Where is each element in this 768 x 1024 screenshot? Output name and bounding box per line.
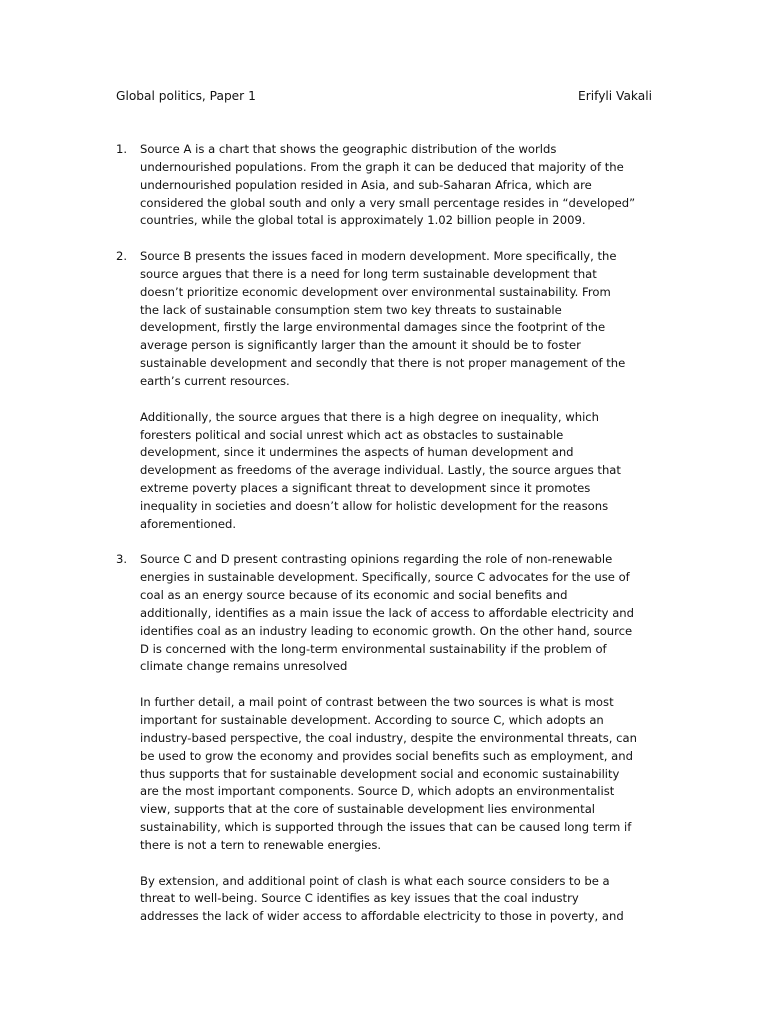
text-line: aforementioned. — [140, 516, 237, 531]
text-line: Source C and D present contrasting opinions regarding the role of non-renewable — [140, 552, 613, 567]
document-body — [116, 141, 668, 944]
text-line: sustainable development and secondly that there is not proper management of the — [140, 356, 626, 371]
text-line: development, firstly the large environmental damages since the footprint of the — [140, 320, 606, 335]
text-line: earth’s current resources. — [140, 373, 290, 388]
text-line: the lack of sustainable consumption stem two key threats to sustainable — [140, 302, 562, 317]
text-line: development as freedoms of the average individual. Lastly, the source argues that — [140, 463, 621, 478]
paragraph — [140, 409, 668, 534]
text-line: foresters political and social unrest which act as obstacles to sustainable — [140, 427, 564, 442]
text-line: By extension, and additional point of clash is what each source considers to be a — [140, 873, 610, 888]
text-line: considered the global south and only a very small percentage resides in “developed” — [140, 195, 636, 210]
text-line: identifies coal as an industry leading to economic growth. On the other hand, source — [140, 623, 633, 638]
text-line: inequality in societies and doesn’t allow for holistic development for the reasons — [140, 498, 609, 513]
text-line: sustainability, which is supported through the issues that can be caused long term if — [140, 820, 632, 835]
text-line: additionally, identifies as a main issue the lack of access to affordable electricity and — [140, 605, 635, 620]
text-line: Source B presents the issues faced in modern development. More specifically, the — [140, 249, 617, 264]
text-line: view, supports that at the core of sustainable development lies environmental — [140, 802, 596, 817]
text-line: undernourished populations. From the graph it can be deduced that majority of the — [140, 159, 624, 174]
text-line: energies in sustainable development. Specifically, source C advocates for the use of — [140, 570, 630, 585]
text-line: important for sustainable development. According to source C, which adopts an — [140, 713, 604, 727]
text-line: thus supports that for sustainable development social and economic sustainability — [140, 766, 620, 781]
text-line: there is not a tern to renewable energies. — [140, 837, 382, 852]
course-title: Global politics, Paper 1 — [116, 89, 256, 103]
text-line: coal as an energy source because of its economic and social benefits and — [140, 588, 568, 603]
list-item-number: 2. — [116, 249, 128, 264]
list-item — [116, 141, 668, 230]
text-line: industry-based perspective, the coal industry, despite the environmental threats, can — [140, 730, 637, 745]
text-line: doesn’t prioritize economic development over environmental sustainability. From — [140, 284, 611, 299]
page-header — [116, 86, 652, 106]
paragraph — [140, 141, 668, 230]
list-item — [116, 248, 668, 534]
text-line: source argues that there is a need for long term sustainable development that — [140, 266, 597, 281]
paragraph — [140, 551, 668, 676]
text-line: Additionally, the source argues that there is a high degree on inequality, which — [140, 409, 600, 424]
text-line: undernourished population resided in Asia, and sub-Saharan Africa, which are — [140, 177, 592, 192]
text-line: addresses the lack of wider access to affordable electricity to those in poverty, and — [140, 909, 624, 924]
author-name: Erifyli Vakali — [578, 89, 652, 103]
paragraph — [140, 248, 668, 391]
list-item — [116, 551, 668, 926]
paragraph — [140, 873, 668, 927]
list-item-number: 1. — [116, 142, 128, 156]
text-line: Source A is a chart that shows the geographic distribution of the worlds — [140, 142, 557, 156]
text-line: climate change remains unresolved — [140, 659, 348, 674]
text-line: development, since it undermines the aspects of human development and — [140, 445, 574, 460]
text-line: average person is significantly larger than the amount it should be to foster — [140, 338, 581, 353]
paragraph — [140, 694, 668, 855]
text-line: are the most important components. Source D, which adopts an environmentalist — [140, 784, 615, 799]
text-line: In further detail, a mail point of contrast between the two sources is what is most — [140, 695, 614, 710]
text-line: D is concerned with the long-term environmental sustainability if the problem of — [140, 641, 607, 656]
text-line: be used to grow the economy and provides social benefits such as employment, and — [140, 748, 633, 763]
text-line: countries, while the global total is approximately 1.02 billion people in 2009. — [140, 213, 586, 228]
text-line: threat to well-being. Source C identifies as key issues that the coal industry — [140, 891, 579, 906]
text-line: extreme poverty places a significant threat to development since it promotes — [140, 481, 591, 496]
list-item-number: 3. — [116, 552, 128, 567]
